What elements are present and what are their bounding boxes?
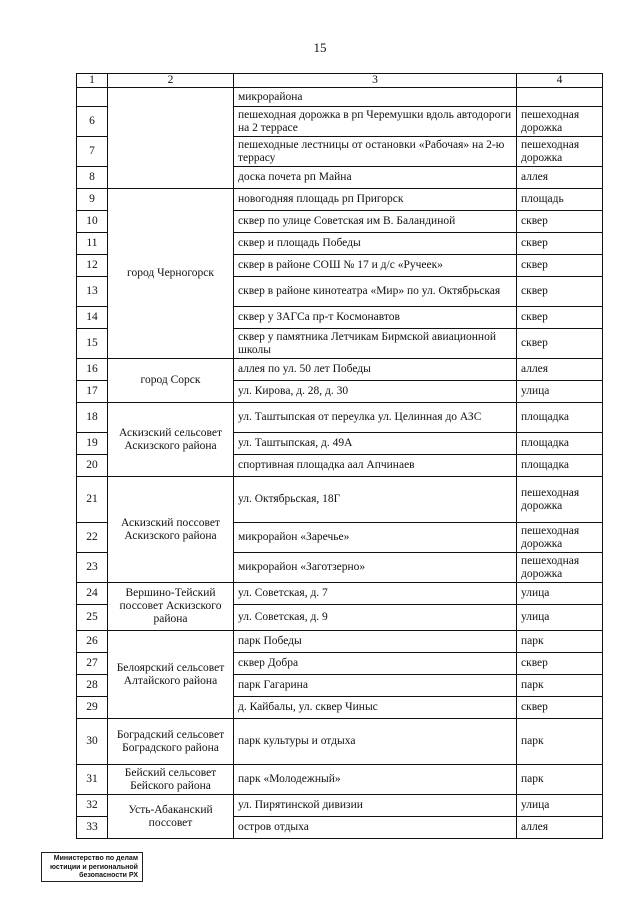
municipality-cell: Боградский сельсовет Боградского района	[108, 719, 234, 765]
object-cell: сквер в районе кинотеатра «Мир» по ул. Октябрьская	[234, 277, 517, 307]
row-number: 22	[77, 523, 108, 553]
municipality-cell: Бейский сельсовет Бейского района	[108, 765, 234, 795]
object-cell: доска почета рп Майна	[234, 167, 517, 189]
object-cell: микрорайон «Заготзерно»	[234, 553, 517, 583]
row-number: 21	[77, 477, 108, 523]
row-number: 13	[77, 277, 108, 307]
municipality-cell: Аскизский поссовет Аскизского района	[108, 477, 234, 583]
table-row	[77, 583, 603, 605]
municipality-cell: Белоярский сельсовет Алтайского района	[108, 631, 234, 719]
row-number: 28	[77, 675, 108, 697]
type-cell: пешеходная дорожка	[517, 477, 603, 523]
type-cell: сквер	[517, 329, 603, 359]
table-row	[77, 719, 603, 765]
object-cell: новогодняя площадь рп Пригорск	[234, 189, 517, 211]
row-number: 6	[77, 107, 108, 137]
object-cell: остров отдыха	[234, 817, 517, 839]
object-cell: парк «Молодежный»	[234, 765, 517, 795]
stamp-line-1: Министерство по делам	[53, 855, 138, 862]
object-cell: сквер по улице Советская им В. Баландиной	[234, 211, 517, 233]
col-header-1: 1	[77, 74, 108, 88]
object-cell: сквер и площадь Победы	[234, 233, 517, 255]
row-number: 33	[77, 817, 108, 839]
type-cell: пешеходная дорожка	[517, 137, 603, 167]
object-cell: аллея по ул. 50 лет Победы	[234, 359, 517, 381]
table-row	[77, 631, 603, 653]
type-cell	[517, 88, 603, 107]
object-cell: ул. Октябрьская, 18Г	[234, 477, 517, 523]
object-cell: д. Кайбалы, ул. сквер Чиныс	[234, 697, 517, 719]
row-number: 18	[77, 403, 108, 433]
municipality-cell: Вершино-Тейский поссовет Аскизского района	[108, 583, 234, 631]
type-cell: сквер	[517, 653, 603, 675]
row-number: 19	[77, 433, 108, 455]
type-cell: аллея	[517, 817, 603, 839]
row-number: 24	[77, 583, 108, 605]
object-cell: ул. Пирятинской дивизии	[234, 795, 517, 817]
municipality-cell: город Сорск	[108, 359, 234, 403]
object-cell: сквер в районе СОШ № 17 и д/с «Ручеек»	[234, 255, 517, 277]
municipality-cell: Усть-Абаканский поссовет	[108, 795, 234, 839]
col-header-3: 3	[234, 74, 517, 88]
object-cell: сквер у памятника Летчикам Бирмской авиационной школы	[234, 329, 517, 359]
object-cell: парк Победы	[234, 631, 517, 653]
stamp-line-3: безопасности РХ	[79, 872, 138, 879]
row-number: 17	[77, 381, 108, 403]
type-cell: сквер	[517, 277, 603, 307]
type-cell: сквер	[517, 233, 603, 255]
row-number: 29	[77, 697, 108, 719]
type-cell: парк	[517, 675, 603, 697]
official-stamp	[41, 852, 143, 882]
table-row	[77, 477, 603, 523]
object-cell: парк культуры и отдыха	[234, 719, 517, 765]
places-table	[76, 73, 603, 839]
table-row	[77, 765, 603, 795]
type-cell: улица	[517, 381, 603, 403]
type-cell: площадь	[517, 189, 603, 211]
object-cell: ул. Кирова, д. 28, д. 30	[234, 381, 517, 403]
row-number: 23	[77, 553, 108, 583]
row-number	[77, 88, 108, 107]
row-number: 8	[77, 167, 108, 189]
row-number: 7	[77, 137, 108, 167]
row-number: 12	[77, 255, 108, 277]
type-cell: пешеходная дорожка	[517, 553, 603, 583]
row-number: 20	[77, 455, 108, 477]
object-cell: парк Гагарина	[234, 675, 517, 697]
stamp-line-2: юстиции и региональной	[50, 863, 138, 871]
type-cell: сквер	[517, 255, 603, 277]
object-cell: сквер у ЗАГСа пр-т Космонавтов	[234, 307, 517, 329]
type-cell: аллея	[517, 167, 603, 189]
municipality-cell: город Черногорск	[108, 189, 234, 359]
object-cell: пешеходная дорожка в рп Черемушки вдоль автодороги на 2 террасе	[234, 107, 517, 137]
table-row	[77, 189, 603, 211]
row-number: 27	[77, 653, 108, 675]
row-number: 10	[77, 211, 108, 233]
row-number: 14	[77, 307, 108, 329]
table-header-row	[77, 74, 603, 88]
type-cell: сквер	[517, 211, 603, 233]
row-number: 31	[77, 765, 108, 795]
object-cell: ул. Советская, д. 9	[234, 605, 517, 631]
object-cell: спортивная площадка аал Апчинаев	[234, 455, 517, 477]
row-number: 26	[77, 631, 108, 653]
type-cell: парк	[517, 719, 603, 765]
type-cell: улица	[517, 795, 603, 817]
type-cell: площадка	[517, 433, 603, 455]
object-cell: ул. Таштыпская, д. 49А	[234, 433, 517, 455]
row-number: 16	[77, 359, 108, 381]
type-cell: площадка	[517, 403, 603, 433]
municipality-cell-empty	[108, 88, 234, 189]
type-cell: площадка	[517, 455, 603, 477]
object-cell: микрорайон «Заречье»	[234, 523, 517, 553]
object-cell: микрорайона	[234, 88, 517, 107]
type-cell: сквер	[517, 307, 603, 329]
row-number: 30	[77, 719, 108, 765]
type-cell: улица	[517, 583, 603, 605]
row-number: 15	[77, 329, 108, 359]
type-cell: парк	[517, 765, 603, 795]
table-row	[77, 795, 603, 817]
type-cell: сквер	[517, 697, 603, 719]
row-number: 11	[77, 233, 108, 255]
type-cell: пешеходная дорожка	[517, 523, 603, 553]
page-number: 15	[313, 40, 327, 55]
type-cell: пешеходная дорожка	[517, 107, 603, 137]
type-cell: аллея	[517, 359, 603, 381]
row-number: 32	[77, 795, 108, 817]
table-row	[77, 88, 603, 107]
col-header-4: 4	[517, 74, 603, 88]
object-cell: сквер Добра	[234, 653, 517, 675]
object-cell: ул. Таштыпская от переулка ул. Целинная до АЗС	[234, 403, 517, 433]
object-cell: пешеходные лестницы от остановки «Рабочая» на 2-ю террасу	[234, 137, 517, 167]
type-cell: улица	[517, 605, 603, 631]
municipality-cell: Аскизский сельсовет Аскизского района	[108, 403, 234, 477]
table-row	[77, 359, 603, 381]
table-row	[77, 403, 603, 433]
row-number: 9	[77, 189, 108, 211]
type-cell: парк	[517, 631, 603, 653]
row-number: 25	[77, 605, 108, 631]
col-header-2: 2	[108, 74, 234, 88]
object-cell: ул. Советская, д. 7	[234, 583, 517, 605]
